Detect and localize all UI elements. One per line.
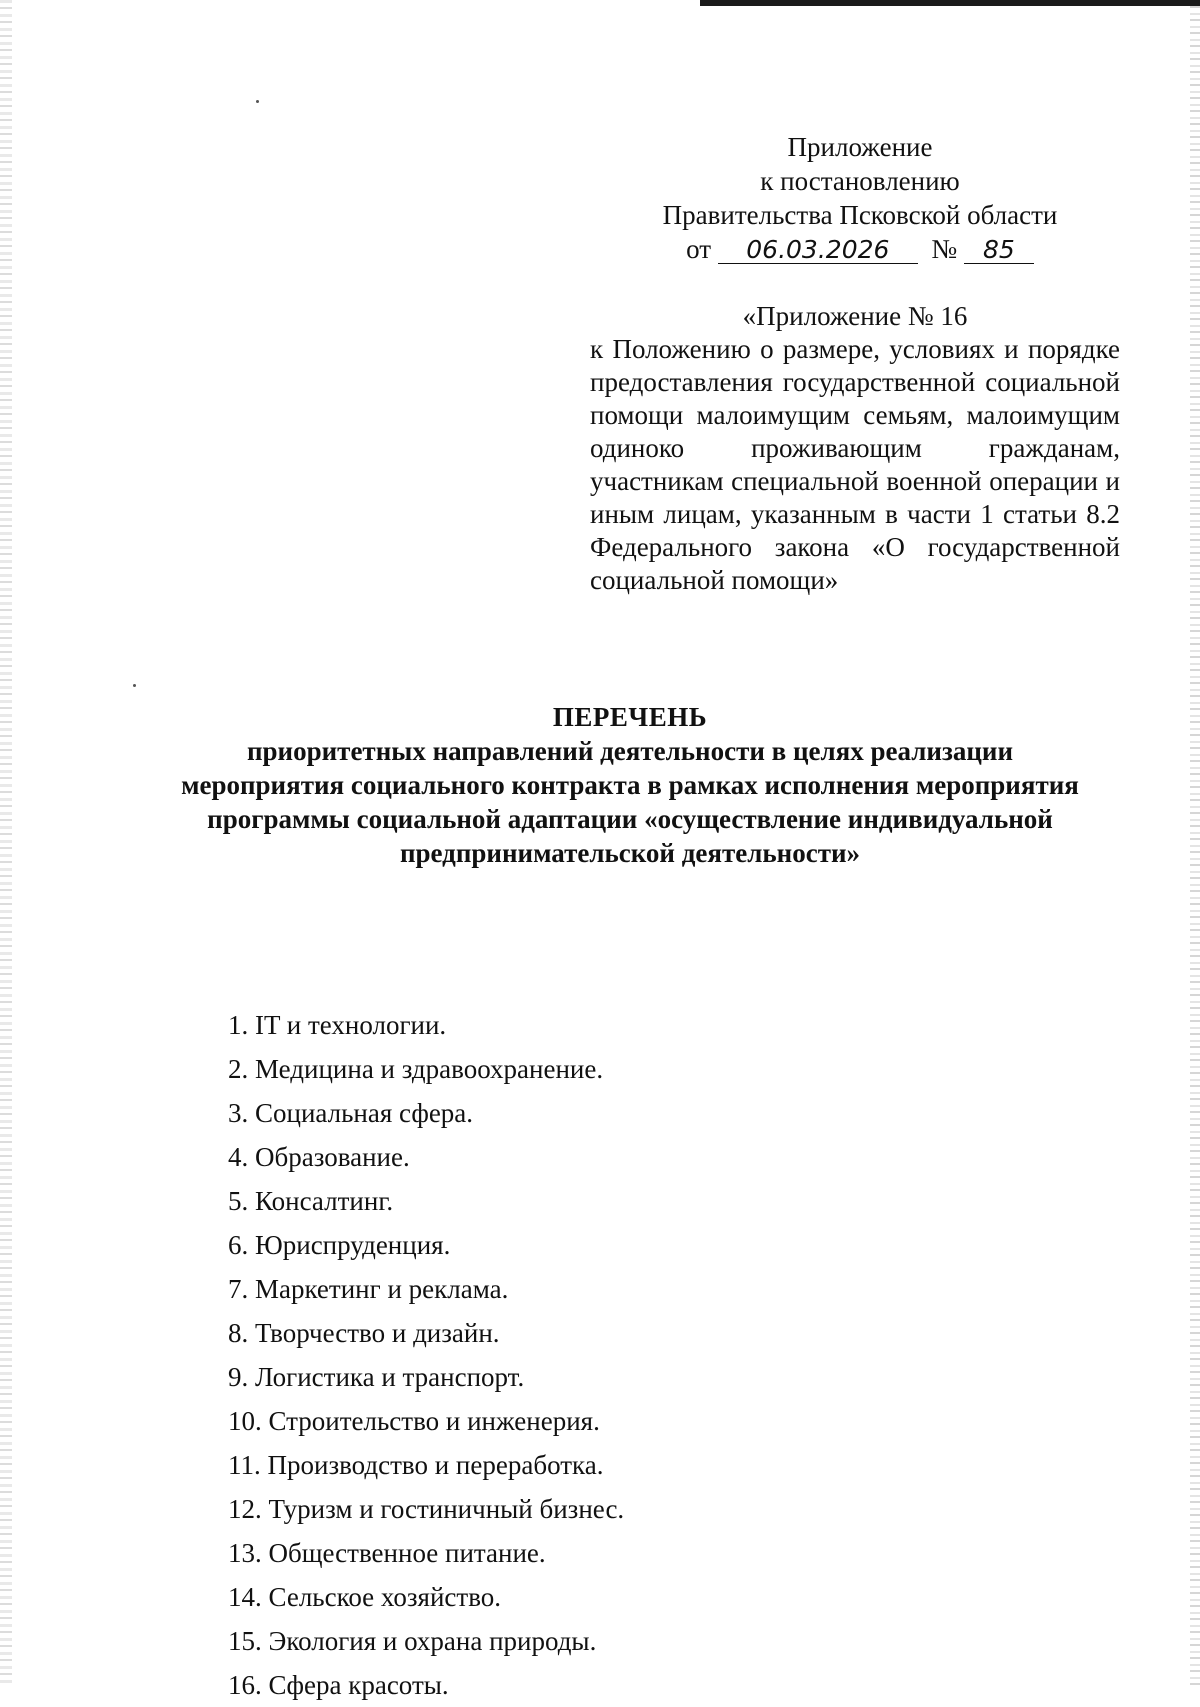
list-item: 6. Юриспруденция. [228, 1230, 451, 1260]
scan-speck [256, 100, 259, 103]
annex-block [590, 300, 1120, 597]
heading-line-4: предпринимательской деятельности» [399, 838, 861, 868]
list-heading [130, 700, 1130, 870]
handwritten-number: 85 [964, 237, 1034, 264]
list-item: 13. Общественное питание. [228, 1538, 546, 1568]
heading-line-1: приоритетных направлений деятельности в целях реализации [246, 736, 1014, 766]
list-item: 7. Маркетинг и реклама. [228, 1274, 509, 1304]
list-item: 8. Творчество и дизайн. [228, 1318, 500, 1348]
approval-line-3: Правительства Псковской области [662, 200, 1058, 230]
approval-date-line [600, 232, 1120, 266]
list-item: 4. Образование. [228, 1142, 410, 1172]
approval-block [600, 130, 1120, 266]
list-item: 3. Социальная сфера. [228, 1098, 474, 1128]
list-item: 1. IT и технологии. [228, 1010, 447, 1040]
priority-list [228, 1003, 1028, 1707]
list-item: 9. Логистика и транспорт. [228, 1362, 525, 1392]
scan-edge-top [700, 0, 1200, 6]
list-item: 10. Строительство и инженерия. [228, 1406, 600, 1436]
number-prefix: № [931, 234, 958, 264]
approval-line-2: к постановлению [760, 166, 960, 196]
annex-title: «Приложение № 16 [742, 301, 968, 331]
annex-text: к Положению о размере, условиях и порядке предоставления государственной социальной помощи малоимущим семьям, малоимущим одиноко проживающим гражданам, участникам специальной военной операции и иным лицам, указанным в части 1 статьи 8.2 Федерального закона «О государственной социальной помощи» [590, 334, 1120, 595]
list-item: 14. Сельское хозяйство. [228, 1582, 502, 1612]
list-item: 11. Производство и переработка. [228, 1450, 604, 1480]
scan-edge-right [1190, 0, 1200, 1686]
handwritten-date: 06.03.2026 [718, 237, 918, 264]
approval-line-1: Приложение [787, 132, 933, 162]
heading-line-2: мероприятия социального контракта в рамках исполнения мероприятия [181, 770, 1079, 800]
scan-edge-left [0, 0, 12, 1686]
scan-speck [133, 684, 136, 687]
heading-title: ПЕРЕЧЕНЬ [552, 702, 708, 732]
list-item: 2. Медицина и здравоохранение. [228, 1054, 604, 1084]
list-item: 12. Туризм и гостиничный бизнес. [228, 1494, 625, 1524]
date-prefix: от [686, 234, 712, 264]
list-item: 5. Консалтинг. [228, 1186, 394, 1216]
heading-line-3: программы социальной адаптации «осуществление индивидуальной [207, 804, 1053, 834]
list-item: 16. Сфера красоты. [228, 1670, 449, 1700]
list-item: 15. Экология и охрана природы. [228, 1626, 597, 1656]
